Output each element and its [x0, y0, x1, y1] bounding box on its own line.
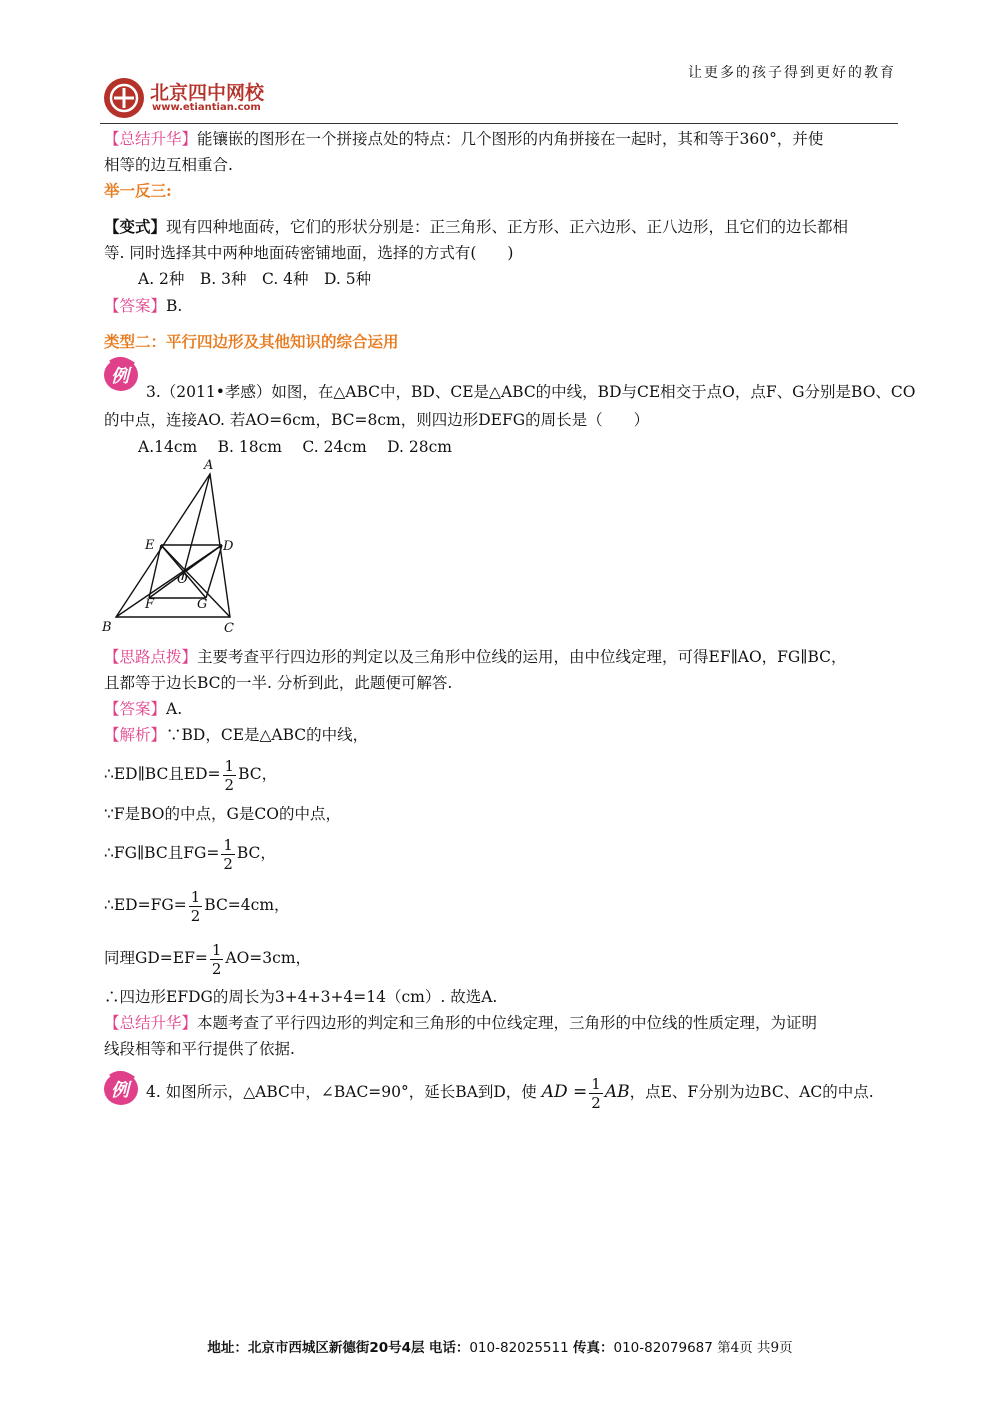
analysis-step1: ∵BD，CE是△ABC的中线， — [166, 726, 369, 744]
frac-num: 1 — [591, 1074, 601, 1093]
analysis-step7: ∴四边形EFDG的周长为3+4+3+4=14（cm）. 故选A. — [104, 988, 498, 1006]
ex3-summary-line2: 线段相等和平行提供了依据. — [104, 1040, 295, 1058]
variant-question — [104, 216, 848, 238]
label-f: F — [145, 597, 155, 612]
label-b: B — [102, 620, 112, 635]
logo-url: www.etiantian.com — [152, 102, 261, 113]
page-footer — [0, 1336, 1000, 1356]
variant-answer — [104, 295, 182, 317]
ex3-question-line1: 3.（2011•孝感）如图，在△ABC中，BD、CE是△ABC的中线，BD与CE相交于点O，点F、G分别是BO、CO — [146, 383, 916, 401]
ex3-summary-text: 本题考查了平行四边形的判定和三角形的中位线定理，三角形的中位线的性质定理，为证明 — [197, 1014, 818, 1032]
frac-num: 1 — [211, 940, 222, 959]
variant-tag: 【变式】 — [104, 217, 167, 236]
ex4-question — [146, 1068, 874, 1116]
footer-fax: 010-82079687 — [613, 1340, 713, 1356]
ex3-options: A.14cm B. 18cm C. 24cm D. 28cm — [138, 438, 452, 456]
fraction-half — [221, 836, 235, 873]
analysis-step5 — [104, 881, 290, 929]
analysis-step2 — [104, 750, 277, 798]
analysis-step3: ∵F是BO的中点，G是CO的中点， — [104, 805, 341, 823]
answer-tag: 【答案】 — [104, 297, 167, 315]
label-o: O — [177, 572, 188, 587]
ex3-summary — [104, 1012, 817, 1034]
eq-rhs: AB — [604, 1082, 630, 1102]
frac-den: 2 — [224, 775, 235, 794]
ex3-analysis — [104, 724, 368, 746]
step2-prefix: ∴ED∥BC且ED= — [104, 765, 221, 783]
fraction-half — [189, 888, 203, 925]
ex4-text-b: ，点E、F分别为边BC、AC的中点. — [629, 1083, 874, 1101]
frac-den: 2 — [190, 906, 201, 925]
footer-fax-label: 传真： — [573, 1340, 614, 1356]
label-g: G — [197, 597, 208, 612]
frac-num: 1 — [190, 887, 201, 906]
summary-line2: 相等的边互相重合. — [104, 156, 233, 174]
frac-den: 2 — [591, 1093, 601, 1112]
ex3-answer — [104, 698, 182, 720]
header-divider — [100, 123, 898, 124]
fraction-half — [210, 941, 224, 978]
hint-tag: 【思路点拨】 — [104, 648, 198, 666]
variant-options: A. 2种 B. 3种 C. 4种 D. 5种 — [138, 270, 372, 288]
example-badge-icon — [102, 356, 140, 392]
analysis-step6 — [104, 934, 311, 982]
type2-heading: 类型二：平行四边形及其他知识的综合运用 — [104, 332, 399, 351]
example-badge-label: 例 — [111, 1080, 129, 1101]
hint-text: 主要考查平行四边形的判定以及三角形中位线的运用，由中位线定理，可得EF∥AO，FG∥BC， — [197, 648, 847, 666]
footer-address-label: 地址： — [207, 1340, 248, 1356]
step5-prefix: ∴ED=FG= — [104, 896, 187, 914]
frac-num: 1 — [223, 835, 233, 854]
ex3-summary-tag: 【总结升华】 — [104, 1014, 198, 1032]
ex3-hint — [104, 646, 846, 668]
variant-line2: 等. 同时选择其中两种地面砖密铺地面，选择的方式有( ) — [104, 244, 514, 262]
label-c: C — [224, 621, 234, 636]
summary-text: 能镶嵌的图形在一个拼接点处的特点：几个图形的内角拼接在一起时，其和等于360°，并使 — [197, 130, 824, 148]
eq-lhs: AD = — [541, 1082, 588, 1102]
example-badge-label: 例 — [111, 366, 129, 387]
frac-den: 2 — [211, 959, 222, 978]
step6-prefix: 同理GD=EF= — [104, 949, 208, 967]
step4-prefix: ∴FG∥BC且FG= — [104, 844, 220, 862]
header-slogan: 让更多的孩子得到更好的教育 — [688, 65, 896, 81]
triangle-figure — [98, 455, 248, 637]
answer-value: B. — [166, 297, 183, 315]
summary-paragraph — [104, 128, 823, 150]
ex3-answer-tag: 【答案】 — [104, 700, 167, 718]
footer-page-number: 第4页 共9页 — [717, 1340, 793, 1356]
example-badge-icon — [102, 1070, 140, 1106]
frac-den: 2 — [223, 854, 233, 873]
footer-address: 北京市西城区新德街20号4层 — [247, 1340, 425, 1356]
label-a: A — [204, 458, 214, 473]
step4-suffix: BC， — [236, 844, 276, 862]
variant-text: 现有四种地面砖，它们的形状分别是：正三角形、正方形、正六边形、正八边形，且它们的边长都相 — [166, 218, 849, 236]
footer-phone-label: 电话： — [428, 1340, 470, 1356]
step6-suffix: AO=3cm， — [225, 949, 312, 967]
logo-name: 北京四中网校 — [150, 82, 265, 104]
ex3-hint-line2: 且都等于边长BC的一半. 分析到此，此题便可解答. — [104, 674, 453, 692]
label-e: E — [145, 538, 155, 553]
fraction-half — [589, 1075, 603, 1112]
summary-tag: 【总结升华】 — [104, 130, 198, 148]
footer-phone: 010-82025511 — [469, 1340, 569, 1356]
analysis-step4 — [104, 829, 276, 877]
section-heading-jyfs: 举一反三: — [104, 181, 172, 200]
frac-num: 1 — [224, 756, 235, 775]
ex3-answer-value: A. — [166, 700, 183, 718]
fraction-half — [223, 757, 237, 794]
ex3-question-line2: 的中点，连接AO. 若AO=6cm，BC=8cm，则四边形DEFG的周长是（ ） — [104, 411, 650, 429]
ex4-text-a: 4. 如图所示，△ABC中，∠BAC=90°，延长BA到D，使 — [146, 1083, 537, 1101]
label-d: D — [223, 539, 234, 554]
step2-suffix: BC， — [238, 765, 278, 783]
step5-suffix: BC=4cm， — [204, 896, 290, 914]
analysis-tag: 【解析】 — [104, 726, 167, 744]
school-logo — [102, 76, 292, 120]
